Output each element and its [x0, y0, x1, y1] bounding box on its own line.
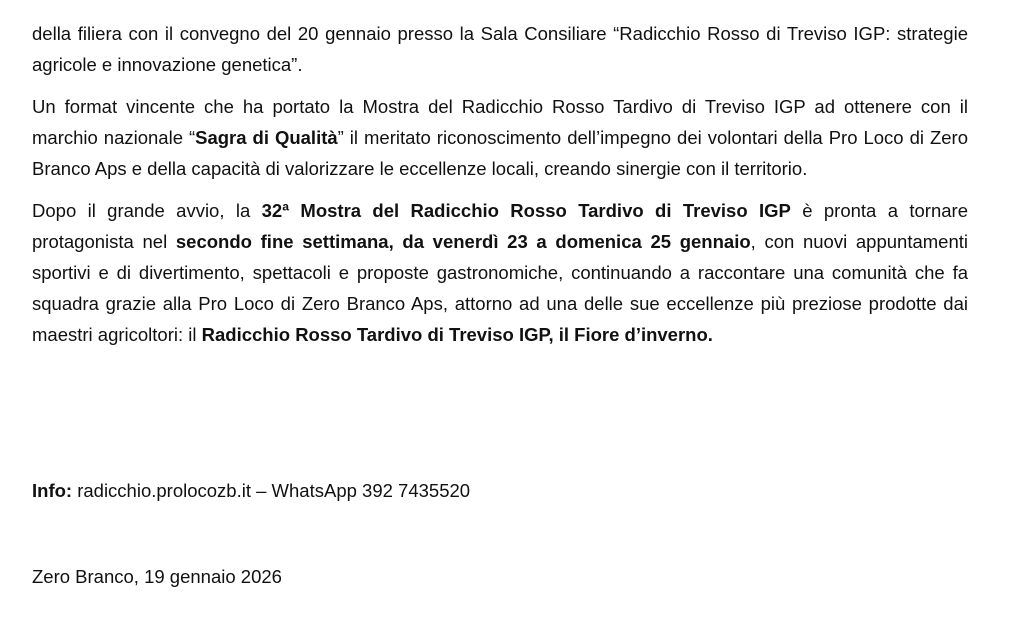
document-body: [32, 18, 968, 350]
paragraph-format-bold-sagra: Sagra di Qualità: [195, 127, 338, 148]
paragraph-convegno-text: della filiera con il convegno del 20 gennaio presso la Sala Consiliare “Radicchio Rosso di Treviso IGP: strategie agricole e innovazione genetica”.: [32, 23, 968, 75]
paragraph-mostra-bold-title: 32ª Mostra del Radicchio Rosso Tardivo di Treviso IGP: [261, 200, 791, 221]
paragraph-mostra-bold-dates: secondo fine settimana, da venerdì 23 a domenica 25 gennaio: [175, 231, 751, 252]
paragraph-format: [32, 91, 968, 184]
paragraph-mostra-text-3: , con nuovi appuntamenti sportivi e di divertimento, spettacoli e proposte gastronomiche, continuando a raccontare una comunità che fa squadra grazie alla Pro Loco di Zero Branco Aps, attorno ad una delle sue eccellenze più preziose prodotte dai maestri agricoltori: il: [32, 231, 968, 345]
info-contacts: radicchio.prolocozb.it – WhatsApp 392 7435520: [72, 480, 471, 501]
paragraph-mostra-text-2: è pronta a tornare protagonista nel: [32, 200, 968, 252]
dateline: Zero Branco, 19 gennaio 2026: [32, 566, 282, 587]
paragraph-convegno: [32, 18, 968, 80]
paragraph-mostra-text-1: Dopo il grande avvio, la: [32, 200, 262, 221]
paragraph-mostra: [32, 195, 968, 350]
paragraph-format-text-2: ” il meritato riconoscimento dell’impegno dei volontari della Pro Loco di Zero Branco Aps e della capacità di valorizzare le eccellenze locali, creando sinergie con il territorio.: [32, 127, 968, 179]
info-line: [32, 475, 470, 506]
paragraph-mostra-bold-fiore: Radicchio Rosso Tardivo di Treviso IGP, il Fiore d’inverno.: [201, 324, 713, 345]
info-label: Info:: [32, 480, 73, 501]
paragraph-format-text-1: Un format vincente che ha portato la Mostra del Radicchio Rosso Tardivo di Treviso IGP ad ottenere con il marchio nazionale “: [32, 96, 968, 148]
